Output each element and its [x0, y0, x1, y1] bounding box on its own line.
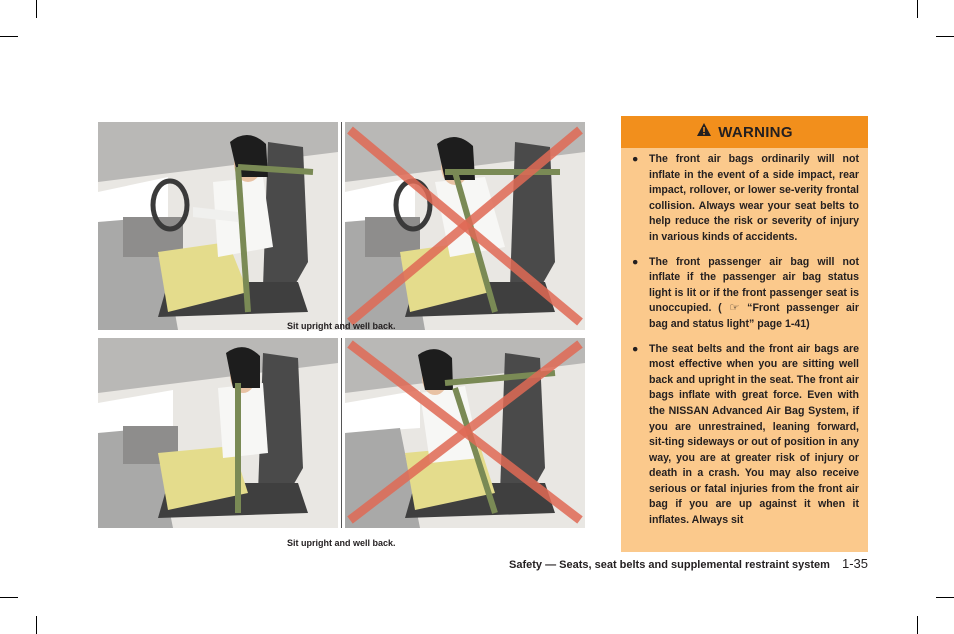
seating-illustration-correct	[98, 122, 338, 330]
warning-item-text: The seat belts and the front air bags are most effective when you are sitting well back and upright in the seat. The front air bags inflate with great force. Even with the NISSAN Advanced Air Bag System, if you are unrestrained, leaning forward, sit-ting sideways or out of position in any way, you are at greater risk of injury or death in a crash. You may also receive serious or fatal injuries from the front air bag if you are up against it when it inflates. Always sit	[649, 342, 859, 527]
page-number: 1-35	[841, 556, 868, 571]
figure-caption: Sit upright and well back.	[287, 538, 396, 548]
warning-header	[621, 116, 868, 148]
warning-item	[629, 342, 859, 529]
warning-item	[629, 255, 859, 333]
pointing-hand-reference-icon: ☞	[729, 302, 740, 315]
warning-title: WARNING	[718, 123, 793, 141]
warning-triangle-icon	[696, 122, 712, 142]
crop-mark	[936, 36, 954, 37]
seating-illustration-incorrect	[345, 338, 585, 528]
figure-caption: Sit upright and well back.	[287, 321, 396, 331]
warning-item-reference: “Front passenger air bag and status light” page 1-41)	[649, 302, 860, 330]
warning-item-text: The front passenger air bag will not inflate if the passenger air bag status light is lit or if the front passenger seat is unoccupied. (	[649, 255, 859, 315]
crop-mark	[0, 36, 18, 37]
crop-mark	[0, 597, 18, 598]
figure-divider	[341, 338, 342, 528]
seating-illustration-correct	[98, 338, 338, 528]
warning-body	[621, 148, 868, 552]
crop-mark	[36, 0, 37, 18]
warning-item	[629, 152, 859, 246]
footer-section-title: Safety — Seats, seat belts and supplemental restraint system	[509, 559, 830, 571]
crop-mark	[936, 597, 954, 598]
warning-item-text: The front air bags ordinarily will not inflate in the event of a side impact, rear impact, rollover, or lower se-verity frontal collision. Always wear your seat belts to help reduce the risk or severity of injury in various kinds of accidents.	[649, 153, 859, 243]
crop-mark	[36, 616, 37, 634]
bullet: ●	[632, 255, 639, 268]
figure-divider	[341, 122, 342, 330]
bullet: ●	[632, 342, 639, 355]
seating-illustration-incorrect	[345, 122, 585, 330]
warning-list	[621, 148, 868, 529]
crop-mark	[917, 0, 918, 18]
page-footer	[509, 556, 868, 571]
bullet: ●	[632, 153, 639, 165]
crop-mark	[917, 616, 918, 634]
